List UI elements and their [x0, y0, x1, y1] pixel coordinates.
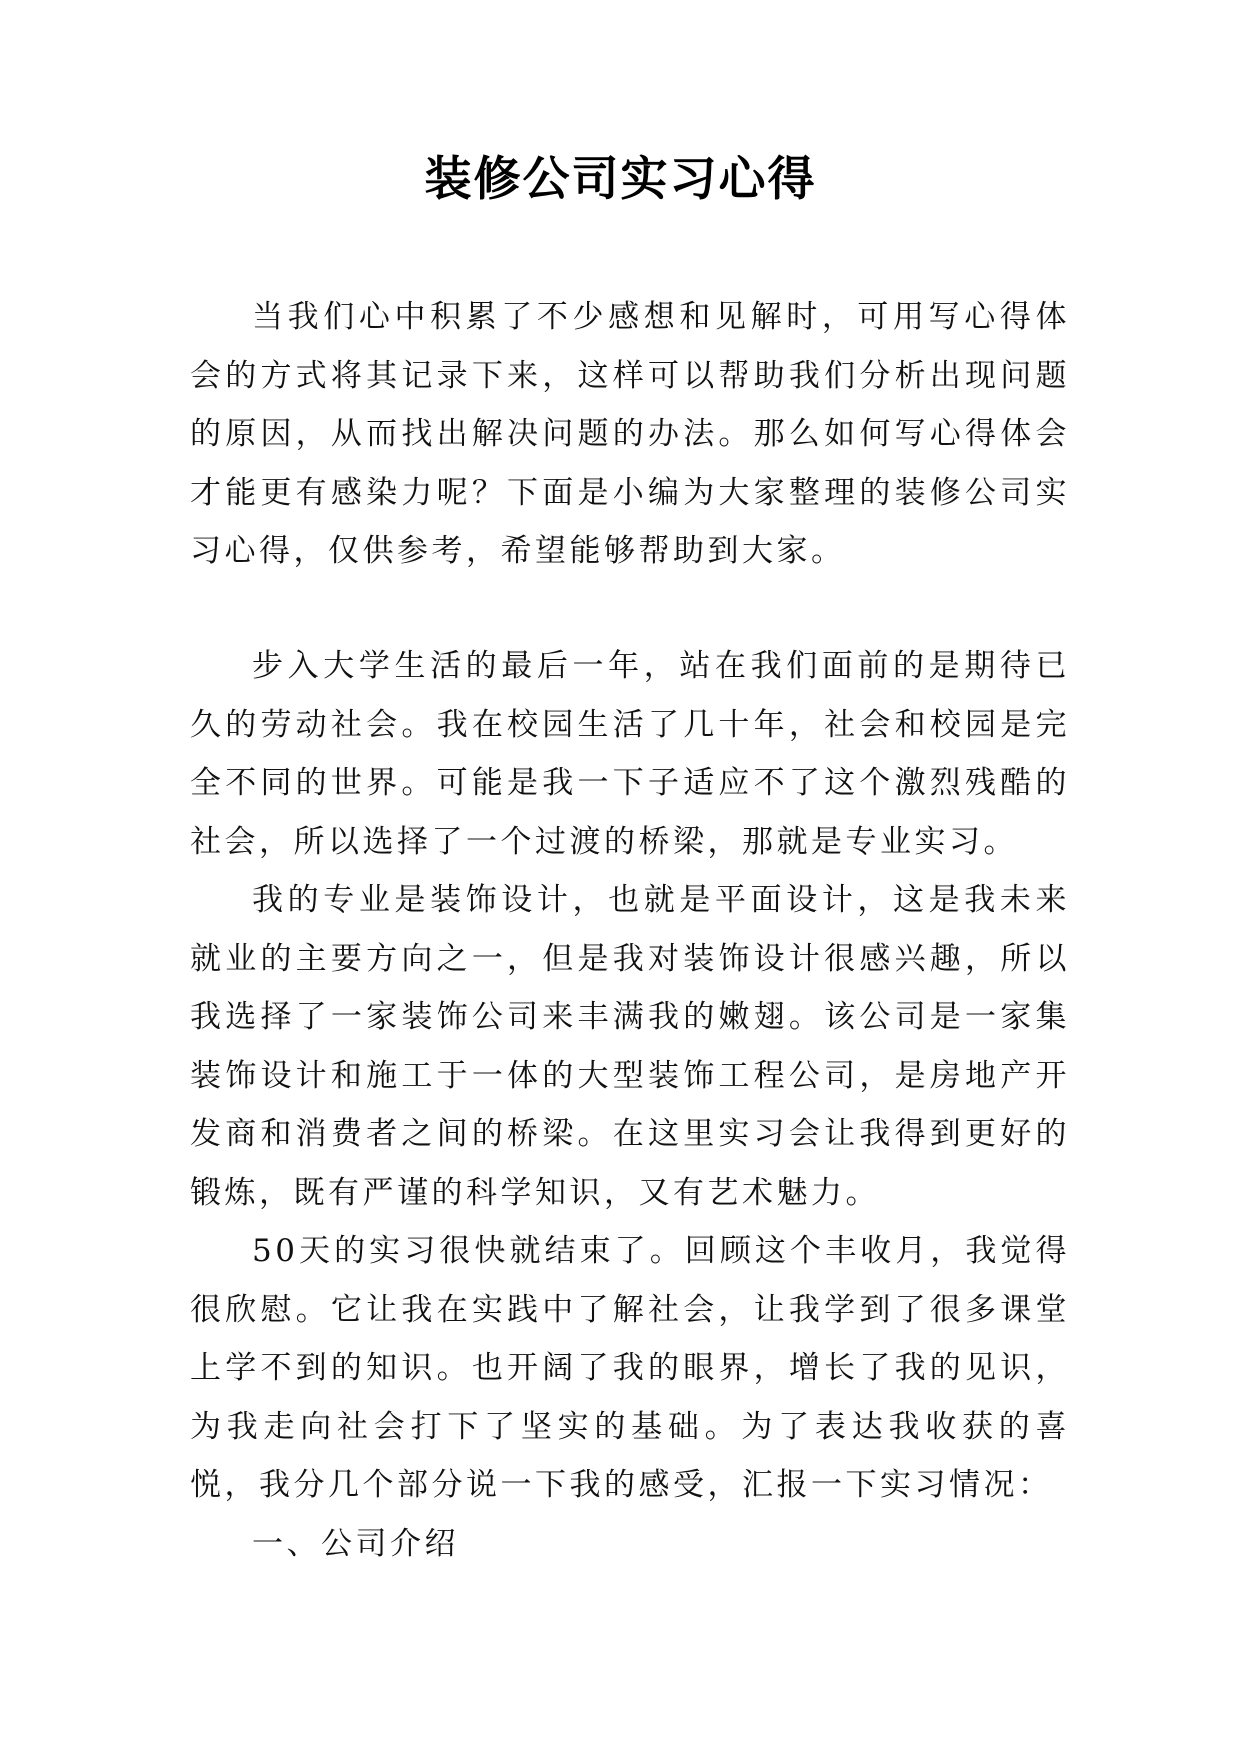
intro-paragraph: 当我们心中积累了不少感想和见解时，可用写心得体会的方式将其记录下来，这样可以帮助我们分析出现问题的原因，从而找出解决问题的办法。那么如何写心得体会才能更有感染力呢？下面是小编为大家整理的装修公司实习心得，仅供参考，希望能够帮助到大家。: [190, 299, 1070, 569]
body-paragraph: 步入大学生活的最后一年，站在我们面前的是期待已久的劳动社会。我在校园生活了几十年，社会和校园是完全不同的世界。可能是我一下子适应不了这个激烈残酷的社会，所以选择了一个过渡的桥梁，那就是专业实习。: [190, 648, 1070, 860]
body-paragraph: 50天的实习很快就结束了。回顾这个丰收月，我觉得很欣慰。它让我在实践中了解社会，让我学到了很多课堂上学不到的知识。也开阔了我的眼界，增长了我的见识，为我走向社会打下了坚实的基础。为了表达我收获的喜悦，我分几个部分说一下我的感受，汇报一下实习情况：: [190, 1233, 1070, 1503]
section-heading: 一、公司介绍: [252, 1525, 459, 1562]
body-paragraph: 我的专业是装饰设计，也就是平面设计，这是我未来就业的主要方向之一，但是我对装饰设计很感兴趣，所以我选择了一家装饰公司来丰满我的嫩翅。该公司是一家集装饰设计和施工于一体的大型装饰工程公司，是房地产开发商和消费者之间的桥梁。在这里实习会让我得到更好的锻炼，既有严谨的科学知识，又有艺术魅力。: [190, 882, 1070, 1211]
main-section: [190, 637, 1070, 1573]
intro-section: [190, 288, 1070, 581]
document-title: 装修公司实习心得: [424, 152, 817, 207]
